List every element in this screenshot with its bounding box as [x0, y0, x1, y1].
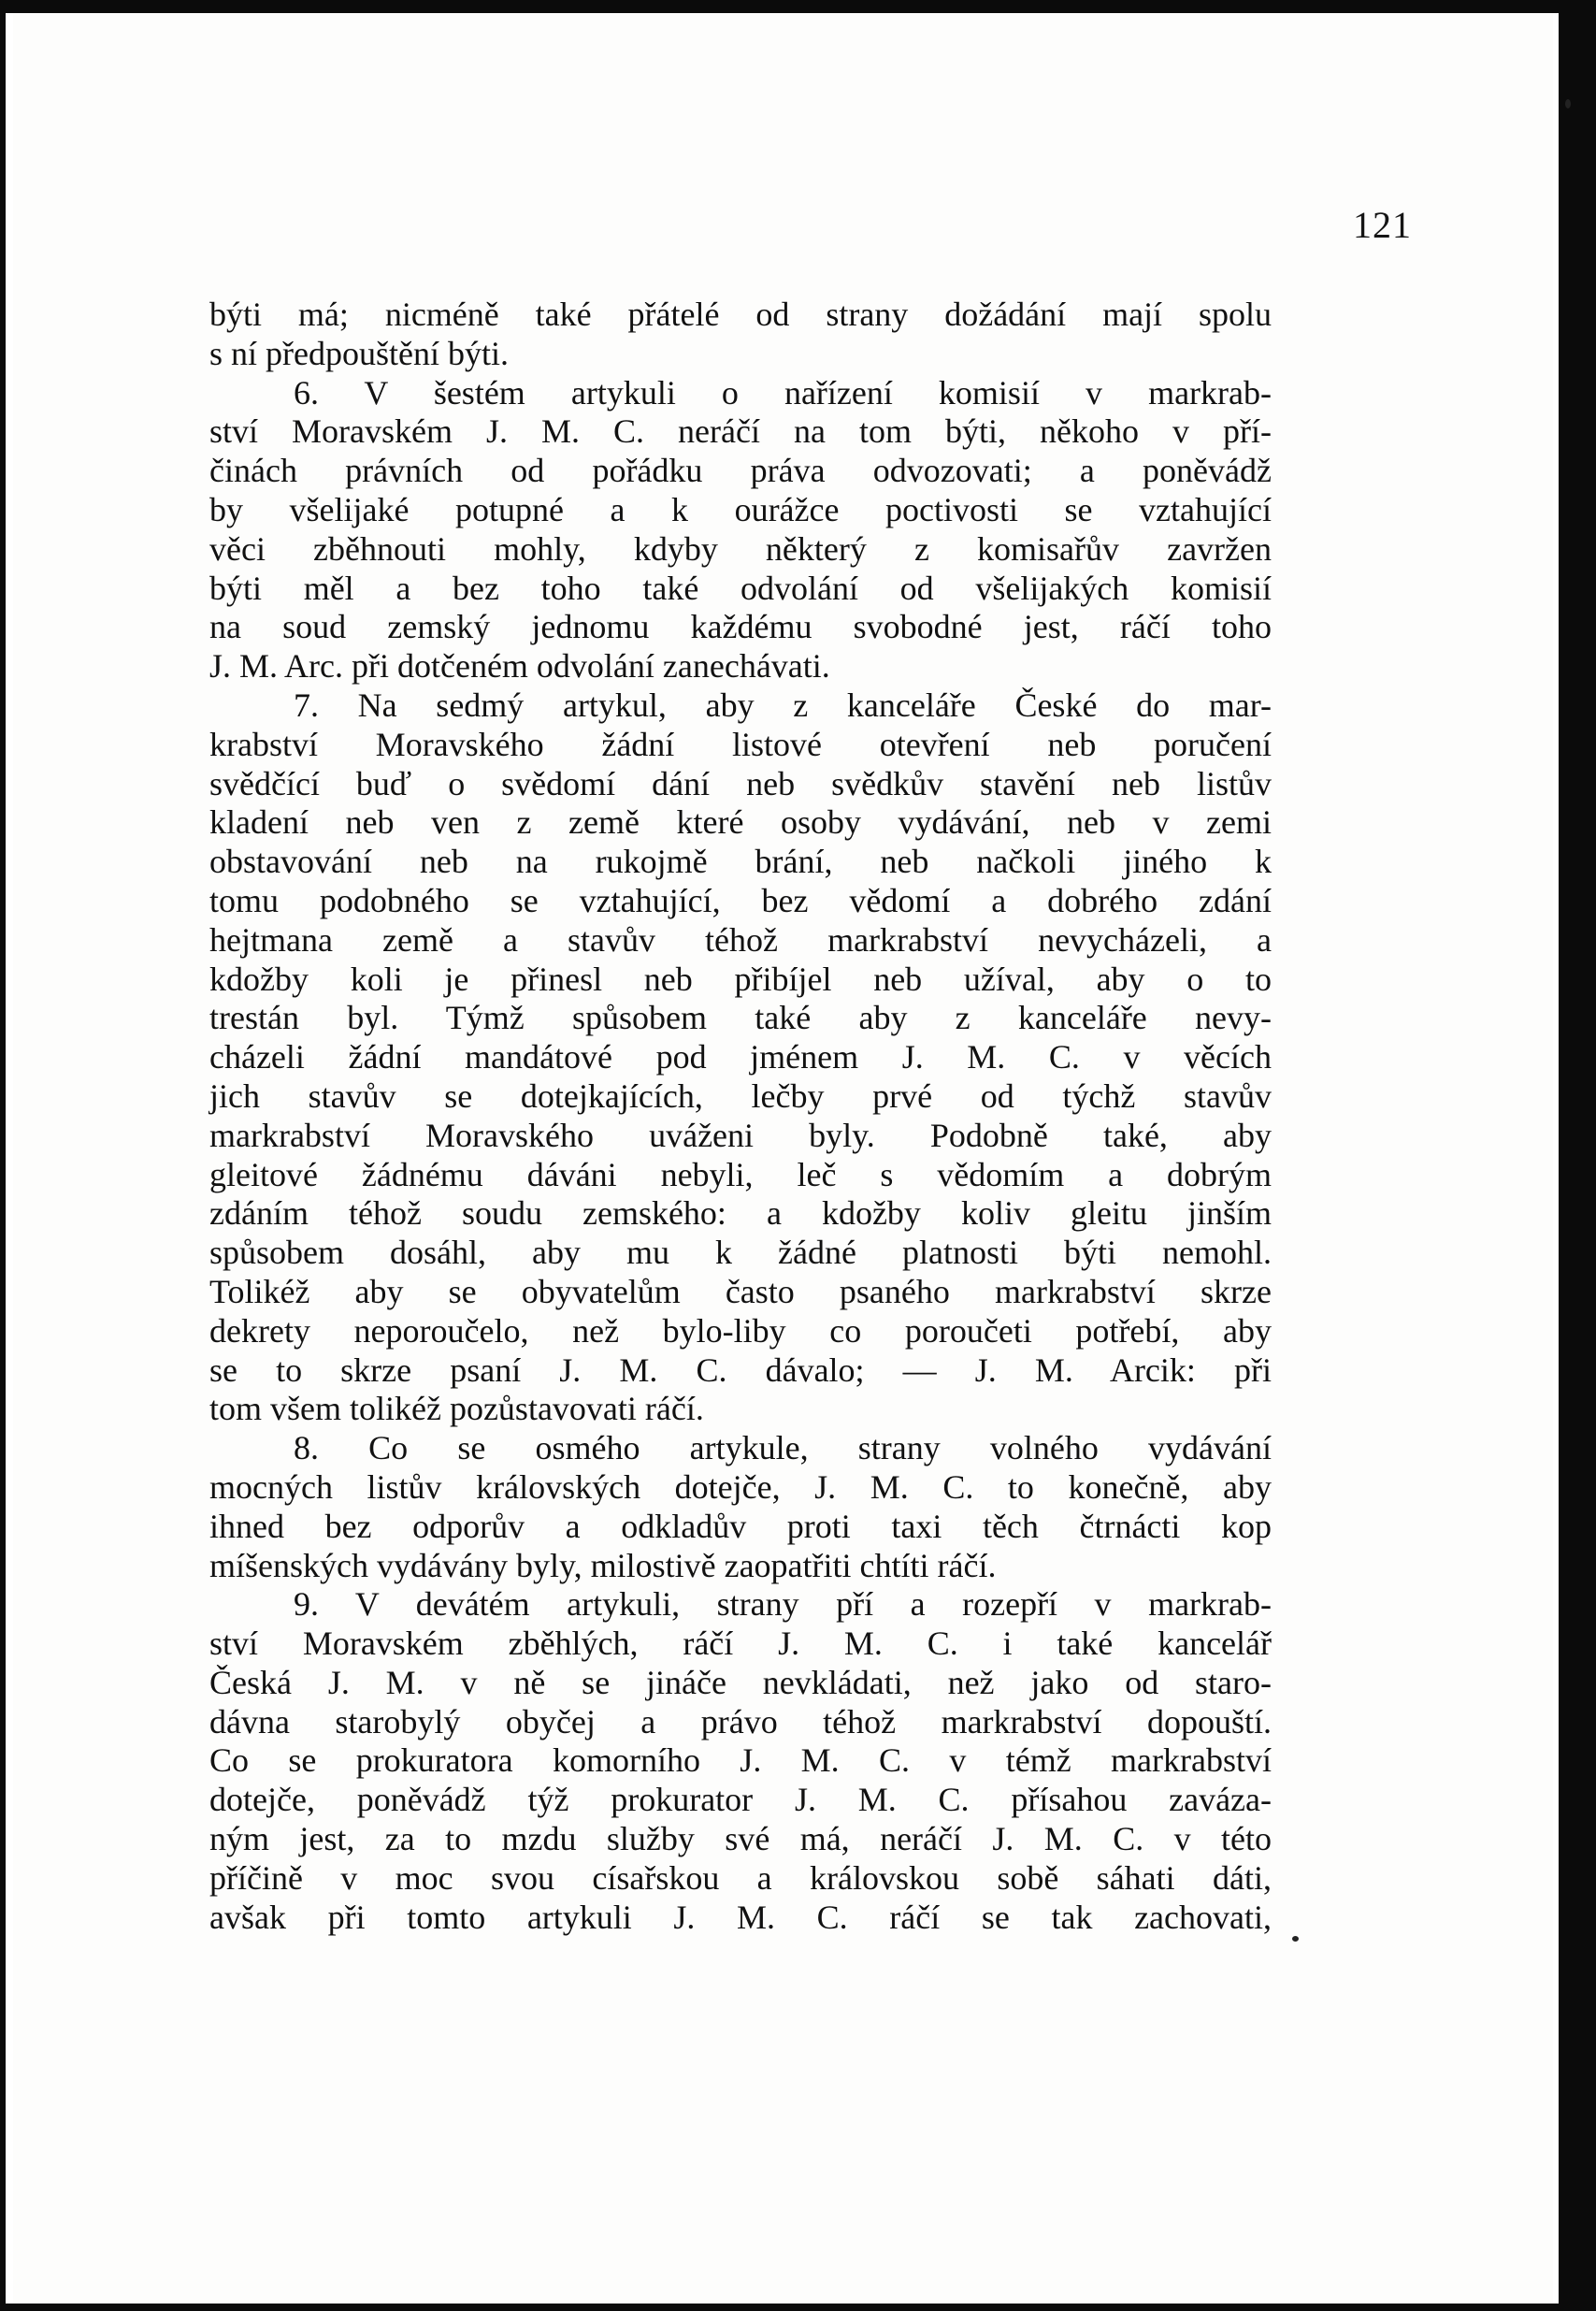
text-line: J. M. Arc. při dotčeném odvolání zanechávati.	[209, 647, 830, 686]
text-line: avšak při tomto artykuli J. M. C. ráčí se tak zachovati,	[209, 1898, 1272, 1936]
text-line: kdožby koli je přinesl neb přibíjel neb užíval, aby o to	[209, 960, 1272, 998]
text-line: kladení neb ven z země které osoby vydávání, neb v zemi	[209, 803, 1272, 842]
text-line: markrabství Moravského uváženi byly. Podobně také, aby	[209, 1116, 1272, 1154]
text-line: činách právních od pořádku práva odvozovati; a poněvádž	[209, 452, 1272, 490]
book-page	[13, 13, 1553, 2304]
text-line: spůsobem dosáhl, aby mu k žádné platnosti býti nemohl.	[209, 1234, 1272, 1272]
text-line: dekrety neporoučelo, než bylo-liby co poroučeti potřebí, aby	[209, 1311, 1272, 1350]
text-line: zdáním téhož soudu zemského: a kdožby koliv gleitu jinším	[209, 1194, 1272, 1233]
text-line: trestán byl. Týmž spůsobem také aby z kanceláře nevy-	[209, 999, 1272, 1037]
body-text	[209, 296, 1272, 1937]
paragraph-6-start: 6. V šestém artykuli o nařízení komisií v markrab-	[294, 373, 1272, 412]
text-line: gleitové žádnému dáváni nebyli, leč s vědomím a dobrým	[209, 1155, 1272, 1193]
text-line: s ní předpouštění býti.	[209, 334, 509, 372]
text-line: dotejče, poněvádž týž prokurator J. M. C. přísahou zavázа-	[209, 1781, 1272, 1819]
text-line: ihned bez odporův a odkladův proti taxi těch čtrnácti kop	[209, 1507, 1272, 1545]
text-line: se to skrze psaní J. M. C. dávalo; — J. M. Arcik: při	[209, 1350, 1272, 1389]
text-line: věci zběhnouti mohly, kdyby některý z komisařův zavržen	[209, 529, 1272, 568]
text-line: Tolikéž aby se obyvatelům často psaného markrabství skrze	[209, 1272, 1272, 1310]
text-line: jich stavův se dotejkajících, lečby prvé od týchž stavův	[209, 1076, 1272, 1115]
text-line: svědčící buď o svědomí dání neb svědkův stavění neb listův	[209, 764, 1272, 802]
text-line: býti měl a bez toho také odvolání od všelijakých komisií	[209, 569, 1272, 607]
text-line: Co se prokuratora komorního J. M. C. v témž markrabství	[209, 1741, 1272, 1780]
text-line: ství Moravském J. M. C. neráčí na tom býti, někoho v pří-	[209, 412, 1272, 451]
text-line: Česká J. M. v ně se jináče nevkládati, než jako od staro-	[209, 1663, 1272, 1701]
paragraph-9-start: 9. V devátém artykuli, strany pří a rozepří v markrab-	[294, 1585, 1272, 1624]
text-line: by všelijaké potupné a k ourážce poctivosti se vztahující	[209, 490, 1272, 528]
scan-speck	[1565, 99, 1571, 108]
text-line: cházeli žádní mandátové pod jménem J. M. C. v věcích	[209, 1038, 1272, 1076]
text-line: mocných listův královských dotejče, J. M. C. to konečně, aby	[209, 1467, 1272, 1506]
paragraph-8-start: 8. Co se osmého artykule, strany volného vydávání	[294, 1429, 1272, 1467]
text-line: obstavování neb na rukojmě brání, neb načkoli jiného k	[209, 843, 1272, 881]
text-line: tom všem tolikéž pozůstavovati ráčí.	[209, 1390, 704, 1428]
text-line: míšenských vydávány byly, milostivě zaopatřiti chtíti ráčí.	[209, 1546, 997, 1584]
text-line: hejtmana země a stavův téhož markrabství nevycházeli, a	[209, 920, 1272, 959]
text-line: dávna starobylý obyčej a právo téhož markrabství dopouští.	[209, 1702, 1272, 1740]
page-number: 121	[1353, 204, 1412, 246]
text-line: na soud zemský jednomu každému svobodné jest, ráčí toho	[209, 608, 1272, 646]
text-line: ství Moravském zběhlých, ráčí J. M. C. i také kancelář	[209, 1625, 1272, 1663]
paragraph-7-start: 7. Na sedmý artykul, aby z kanceláře České do mar-	[294, 686, 1272, 724]
text-line: býti má; nicméně také přátelé od strany dožádání mají spolu	[209, 296, 1272, 333]
scan-speck	[1292, 1936, 1299, 1942]
text-line: tomu podobného se vztahující, bez vědomí a dobrého zdání	[209, 881, 1272, 919]
text-line: krabství Moravského žádní listové otevření neb poručení	[209, 725, 1272, 763]
text-line: příčině v moc svou císařskou a královskou sobě sáhati dáti,	[209, 1858, 1272, 1897]
text-line: ným jest, za to mzdu služby své má, neráčí J. M. C. v této	[209, 1820, 1272, 1858]
